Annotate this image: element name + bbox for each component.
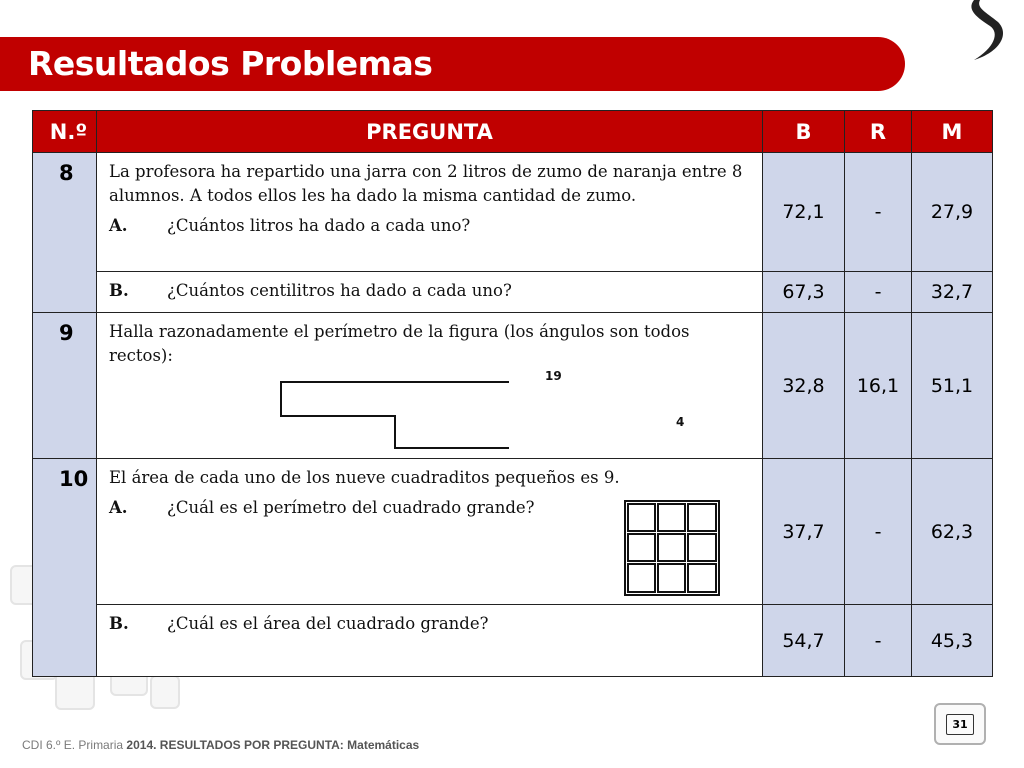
question-number: 8 (33, 153, 97, 313)
sub-question (109, 214, 752, 238)
value-m: 32,7 (912, 272, 993, 313)
sub-question-letter: A. (109, 216, 128, 235)
footer-subject: Matemáticas (347, 738, 420, 752)
value-r: - (845, 605, 912, 677)
value-r: - (845, 272, 912, 313)
question-intro: El área de cada uno de los nueve cuadraditos pequeños es 9. (109, 468, 620, 487)
footer-year: 2014. (126, 738, 157, 752)
question-text (97, 272, 763, 313)
figure-label-top: 19 (545, 369, 562, 383)
header-r: R (845, 111, 912, 153)
question-text (97, 153, 763, 272)
sub-question-text: ¿Cuántos centilitros ha dado a cada uno? (167, 281, 512, 300)
sub-question-text: ¿Cuál es el área del cuadrado grande? (167, 614, 489, 633)
results-table (32, 110, 993, 677)
question-text (97, 605, 763, 677)
sub-question (109, 612, 752, 636)
question-number: 9 (33, 313, 97, 459)
value-r: 16,1 (845, 313, 912, 459)
table-header-row (33, 111, 993, 153)
page-title: Resultados Problemas (28, 44, 433, 83)
sub-question (109, 279, 752, 303)
question-text (97, 459, 763, 605)
value-m: 62,3 (912, 459, 993, 605)
table-row (33, 272, 993, 313)
header-question: PREGUNTA (97, 111, 763, 153)
footer-prefix: CDI 6.º E. Primaria (22, 738, 124, 752)
value-b: 54,7 (763, 605, 845, 677)
nine-squares-figure (624, 500, 720, 596)
value-b: 67,3 (763, 272, 845, 313)
page-number: 31 (946, 714, 973, 735)
question-number: 10 (33, 459, 97, 677)
figure-label-side: 4 (676, 415, 685, 429)
table-row (33, 153, 993, 272)
question-text (97, 313, 763, 459)
header-m: M (912, 111, 993, 153)
value-b: 72,1 (763, 153, 845, 272)
question-block (109, 466, 752, 596)
header-number: N.º (33, 111, 97, 153)
page-number-box (934, 703, 986, 745)
question-intro: La profesora ha repartido una jarra con 2 litros de zumo de naranja entre 8 alumnos. A todos ellos les ha dado la misma cantidad de zumo. (109, 162, 743, 205)
value-b: 32,8 (763, 313, 845, 459)
logo-swoosh-icon (960, 0, 1010, 62)
sub-question-letter: B. (109, 614, 129, 633)
table-row (33, 459, 993, 605)
sub-question-letter: B. (109, 281, 129, 300)
sub-question-letter: A. (109, 498, 128, 517)
table-row (33, 313, 993, 459)
header-b: B (763, 111, 845, 153)
value-m: 51,1 (912, 313, 993, 459)
perimeter-figure (269, 368, 752, 452)
sub-question-text: ¿Cuántos litros ha dado a cada uno? (167, 216, 471, 235)
sub-question-text: ¿Cuál es el perímetro del cuadrado grande? (167, 498, 535, 517)
footer-label: RESULTADOS POR PREGUNTA: (159, 738, 344, 752)
table-row (33, 605, 993, 677)
question-intro: Halla razonadamente el perímetro de la figura (los ángulos son todos rectos): (109, 322, 690, 365)
value-m: 27,9 (912, 153, 993, 272)
value-r: - (845, 153, 912, 272)
footer (22, 738, 419, 752)
value-r: - (845, 459, 912, 605)
value-m: 45,3 (912, 605, 993, 677)
value-b: 37,7 (763, 459, 845, 605)
l-shape-figure (269, 368, 509, 452)
